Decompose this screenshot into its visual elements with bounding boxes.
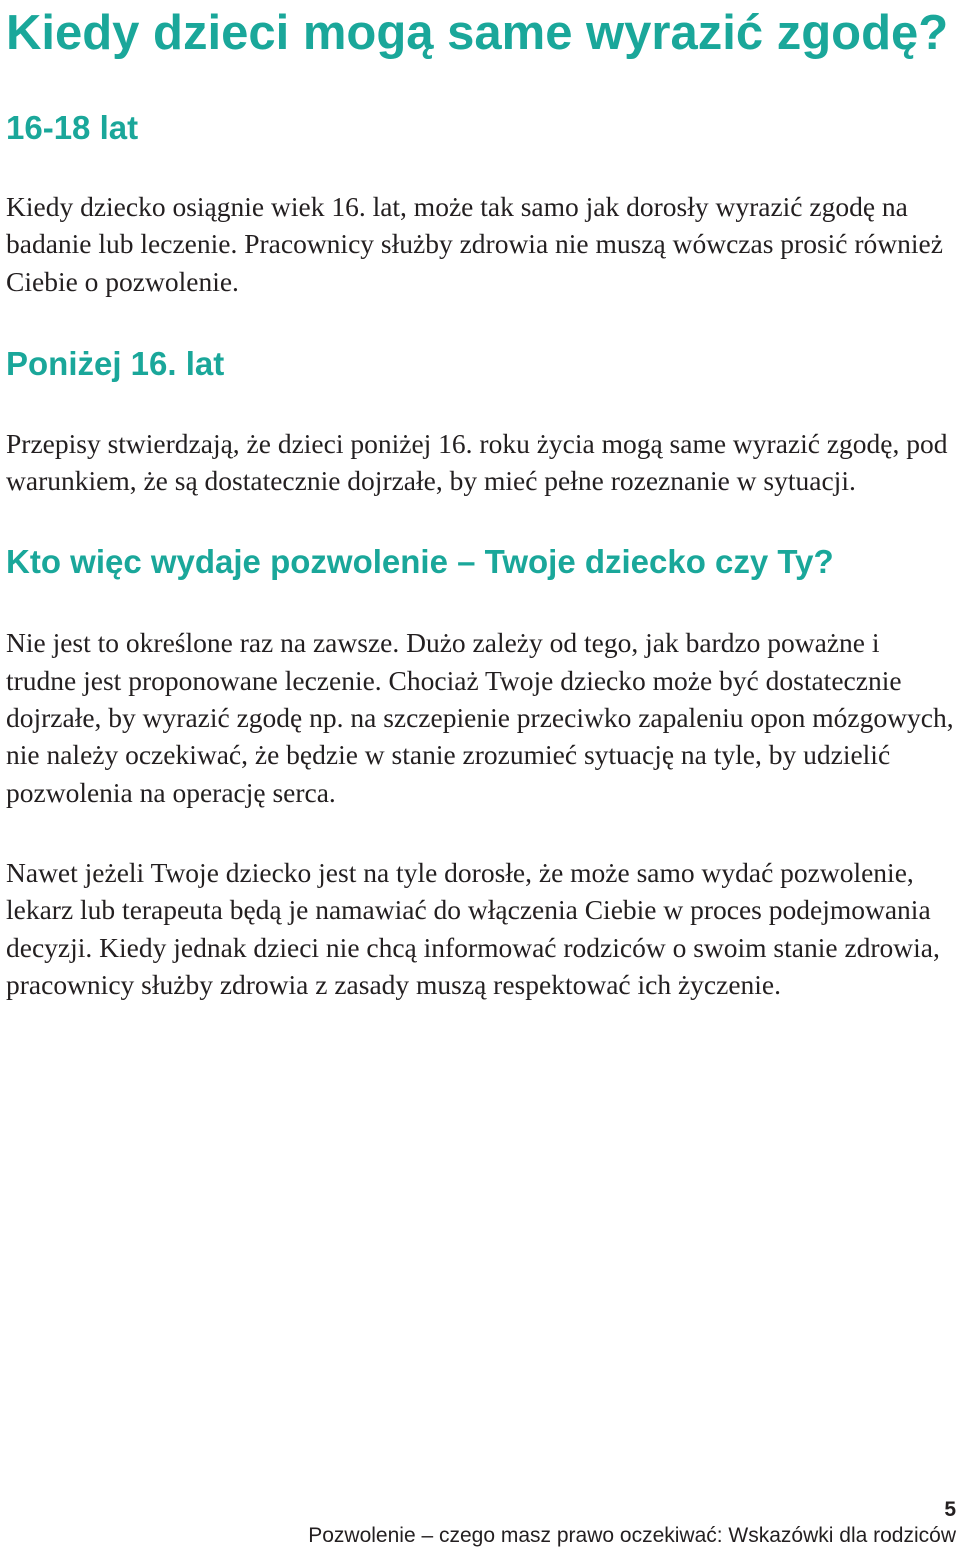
page-number: 5 <box>944 1498 956 1521</box>
page-footer <box>16 1497 956 1552</box>
document-page <box>6 0 954 1003</box>
running-footer-title: Pozwolenie – czego masz prawo oczekiwać: Wskazówki dla rodziców <box>308 1524 956 1547</box>
section-heading-who-consents: Kto więc wydaje pozwolenie – Twoje dziecko czy Ty? <box>6 543 834 581</box>
page-title: Kiedy dzieci mogą same wyrazić zgodę? <box>6 6 949 60</box>
paragraph-below-16: Przepisy stwierdzają, że dzieci poniżej 16. roku życia mogą same wyrazić zgodę, pod warunkiem, że są dostatecznie dojrzałe, by mieć pełne rozeznanie w sytuacji. <box>6 427 948 497</box>
paragraph-16-18: Kiedy dziecko osiągnie wiek 16. lat, może tak samo jak dorosły wyrazić zgodę na badanie lub leczenie. Pracownicy służby zdrowia nie muszą wówczas prosić również Ciebie o pozwolenie. <box>6 191 943 297</box>
paragraph-who-consents-2: Nawet jeżeli Twoje dziecko jest na tyle dorosłe, że może samo wydać pozwolenie, lekarz lub terapeuta będą je namawiać do włączenia Ciebie w proces podejmowania decyzji. Kiedy jednak dzieci nie chcą informować rodziców o swoim stanie zdrowia, pracownicy służby zdrowia z zasady muszą respektować ich życzenie. <box>6 856 940 1000</box>
section-heading-16-18: 16-18 lat <box>6 109 139 146</box>
paragraph-who-consents-1: Nie jest to określone raz na zawsze. Dużo zależy od tego, jak bardzo poważne i trudne jest proponowane leczenie. Chociaż Twoje dziecko może być dostatecznie dojrzałe, by wyrazić zgodę np. na szczepienie przeciwko zapaleniu opon mózgowych, nie należy oczekiwać, że będzie w stanie zrozumieć sytuację na tyle, by udzielić pozwolenia na operację serca. <box>6 627 954 808</box>
section-heading-below-16: Poniżej 16. lat <box>6 344 225 382</box>
